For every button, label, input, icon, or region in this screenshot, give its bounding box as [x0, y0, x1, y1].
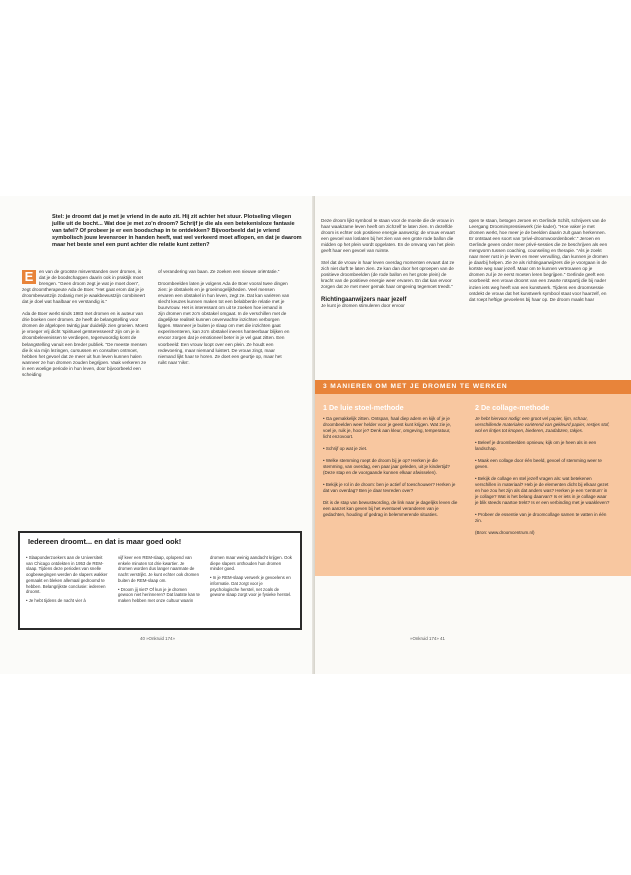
page-number-right: »Onkruid 174» 41 — [410, 636, 445, 641]
article-paragraph: Deze droom lijkt symbool te staan voor de moeite die de vrouw in haar waakzame leven heeft om zichzelf te laten zien. In dezelfde droom is echter ook positieve energie aanwezig: de vrouw ervaart een gevoel van loslaten bij het zien van een grote rode ballon die midden op het plein wordt opgelaten. En de omvang van het plein geeft haar een gevoel van ruimte. — [321, 218, 455, 254]
method-step: • Ga gemakkelijk zitten. Ontspan, haal diep adem en kijk of je je droombeelden weer helder voor je geest kunt krijgen. Wat zie je, voel je, ruik je, hoor je? Denk aan kleur, omgeving, temperatuur, licht enzovoort. — [323, 416, 452, 439]
dropcap-letter: E — [22, 270, 36, 284]
method-1-column — [323, 404, 459, 524]
methods-banner: 3 MANIEREN OM MET JE DROMEN TE WERKEN — [315, 380, 631, 394]
right-column-2 — [469, 218, 609, 309]
info-box-item: dromen maar weinig aandacht krijgen. Ook diepe slapers onthouden hun dromen minder goed. — [210, 555, 292, 572]
info-box-item: • In je REM-slaap verwerk je gevoelens en informatie. Dat zorgt voor je psychologische herstel, net zoals de gewone slaap zorgt voor je fysieke herstel. — [210, 575, 292, 598]
method-2-materials: Je hebt hiervoor nodig: een groot vel papier, lijm, schaar, verschillende materialen variërend van gekleurd papier, restjes stof, wol en lintjes tot knopen, biederen, zaadabzen, takjes. — [475, 416, 610, 433]
page-number-left: 40 »Onkruid 174» — [140, 636, 175, 641]
article-paragraph: Stel dat de vrouw in haar leven overdag momenten ervaart dat ze zich niet durft te laten zien. Ze kan dan door het oproepen van de positieve droombeelden (de rode ballon en het grote plein) de kracht van de positieve energie weer ervaren. En dat kan ervoor zorgen dat ze met meer gemak haar omgeving tegemoet treedt." — [321, 260, 455, 290]
article-paragraph: Droombeelden laten je volgens Ada de Boer vooral twee dingen zien: je obstakels en je groeimogelijkheden. Veel mensen ervaren een obstakel in hun leven, zegt ze. Dat kan variëren van slecht keuzes kunnen maken tot een belabberde relatie met je buurvrouw. Het is interessant om uit te zoeken hoe iemand in zijn dromen met zo'n obstakel omgaat. In de verschillen met de dagelijkse realiteit kunnen onverwachte inzichten verborgen liggen. Wanneer je buiten je slaap om met die inzichten gaat experimenteren, kan zo'n obstakel ineens hanteerbaar blijken en ervoor zorgen dat je emotioneel beter in je vel gaat zitten. Een voorbeeld: Een vrouw loopt over een plein. Ze houdt een redevoering, maar niemand luistert. De vrouw zingt, maar niemand lijkt haar te horen. Ze doet een geurtje op, maar het ruikt naar 'niks'. — [158, 281, 290, 365]
method-step: • Bekijk je rol in de droom: ben je actief of toeschouwer? Herken je dat van overdag? Ben je daar tevreden over? — [323, 482, 456, 493]
method-step: • Bekijk de collage en stel jezelf vragen als: wat betekenen verschillen in materiaal? Heb je de elementen dicht bij elkaar gezet en hoe zou het zijn als dat anders was? Herken je een 'centrum' in je collage? Wat is het belang daarvan? Is er iets in je collage waar je blik steeds naartoe trekt? Is er een verbinding met je waakleven? — [475, 476, 610, 505]
article-paragraph: E en van de grootste misverstanden over dromen, is dat je de boodschappen daarin ook in praktijk moet brengen. "Geen droom zegt je wat je moet doen", zegt droomtherapeute Ada de Boer. "Het gaat erom dat je je droombewustzijn zodanig met je waakbewustzijn combineert dat je doel wat haalbaar en verstandig is." — [22, 269, 146, 305]
method-step: • Welke stemming roept de droom bij je op? Herken je die stemming, van overdag, een paar jaar geleden, uit je kindertijd? (Deze stap en de voorgaande kunnen elkaar afwisselen). — [323, 458, 450, 475]
info-box-column-3 — [210, 555, 292, 601]
info-box-column-1 — [26, 555, 108, 607]
method-step: • Maak een collage door één beeld, gevoel of stemming weer te geven. — [475, 458, 602, 469]
info-box-item: vijf keer een REM-slaap, oplopend van enkele minuten tot drie kwartier. Je dromen worden dus langer naarmate de nacht verstrijkt. Je kunt echter ook dromen buiten de REM-slaap om. — [118, 555, 199, 583]
info-box — [18, 531, 302, 630]
info-box-item: • Slaaponderzoekers aan de Universiteit van Chicago ontdekten in 1953 de REM-slaap. Tijdens deze periodes van snelle oogbewegingen werden de slapers wakker gemaakt en bleken allemaal gedroomd te hebben. Belangrijkste conclusie: iedereen droomt. — [26, 555, 108, 595]
magazine-spread — [0, 196, 631, 674]
method-note: Dit is de stap van bewustwording, de link naar je dagelijks leven die een aanzet kan geven bij het eventueel veranderen van je gedachten, houding of gedrag in belemmerende situaties. — [323, 500, 458, 517]
left-page — [0, 196, 315, 674]
method-2-column — [475, 404, 611, 542]
left-column-1 — [22, 269, 148, 384]
article-paragraph: Je kunt je dromen stimuleren door ervoor — [321, 302, 405, 308]
method-step: • Probeer de essentie van je droomcollage samen te vatten in één zin. — [475, 512, 607, 523]
method-step: • Schrijf op wat je ziet. — [323, 446, 368, 451]
article-paragraph: Ada de Boer werkt sinds 1983 met dromen en is auteur van drie boeken over dromen. Ze heeft de belangstelling voor dromen de afgelopen twintig jaar duidelijk zien groeien. Moest je vroeger vrij dicht 'spiritueel geïnteresseerd' zijn om je in droombelevenissen te verdiepen, tegenwoordig komt de belangstelling vanuit een breder publiek. "De meeste mensen die ik via mijn lezingen, cursussen en consulten ontmoet, hebben het gevoel dat ze meer uit hun leven kunnen halen wanneer ze hun dromen zouden begrijpen. Vaak verkeren ze in een woelige periode in hun leven, door bijvoorbeeld een scheiding — [22, 311, 148, 377]
methods-panel — [315, 394, 631, 576]
right-page — [315, 196, 631, 674]
right-column-1 — [321, 218, 459, 315]
info-box-item: • Droom jij niet? Of kun je je dromen gewoon niet herinneren? Dat laatste kan te maken hebben met onze cultuur waarin — [118, 586, 200, 603]
info-box-title: Iedereen droomt... en dat is maar goed ook! — [28, 537, 182, 546]
info-box-column-2 — [118, 555, 200, 607]
left-column-2 — [158, 269, 290, 372]
intro-paragraph: Stel: je droomt dat je met je vriend in de auto zit. Hij zit achter het stuur. Plotseling vliegen jullie uit de bocht... Wat doe je met zo'n droom? Schrijf je die als een betekenisloze fantasie van tafel? Of probeer je er een boodschap in te ontdekken? Bijvoorbeeld dat je vriend symbolisch jouw levensroer in handen heeft, wat wel verkeerd moet aflopen, en dat je daarom maar het beste snel een punt achter die relatie kunt zetten? — [52, 214, 302, 249]
source-link[interactable]: (Bron: www.droomcentrum.nl) — [475, 530, 535, 535]
section-subheading: Richtingaanwijzers naar jezelf — [321, 296, 407, 303]
method-1-title: 1 De luie stoel-methode — [323, 403, 404, 412]
article-paragraph: open te staan, betogen Jeroen en Gerlinde Schilt, schrijvers van de Leergang Droomimpressiewerk (zie kader). "Hoe vaker je met dromen werkt, hoe meer je de beelden daarin zult gaan herkennen. Er ontstaat een soort van 'privé-droomwoordenboek'." Jeroen en Gerlinde geven onder meer privé-sessies die ze beschrijven als een mengvorm tussen coaching, counseling en therapie. "Als je zoekt naar meer rust in je leven en meer vervulling, dan kunnen je dromen je daarbij helpen. Zie ze als richtingaanwijzers die je voorgaan in de kortste weg naar jezelf. Maar om te kunnen vertrouwen op je dromen zul je ze eerst moeten leren begrijpen." Gerlinde geeft een voorbeeld: een vrouw droomt van een zwarte rotspartij die bij nader inzien iets weg heeft van een kunstwerk. Tijdens een droomsessie ontdekt de vrouw dat het kunstwerk symbool staat voor haarzelf, en dat roept heftige gevoelens bij haar op. De droom maakt haar — [469, 218, 608, 302]
method-2-title: 2 De collage-methode — [475, 403, 550, 412]
article-paragraph: of verandering van baan. Ze zoeken een nieuwe oriëntatie." — [158, 269, 280, 274]
info-box-item: • Je hebt tijdens de nacht vier à — [26, 597, 86, 603]
method-step: • Beleef je droombeelden opnieuw, kijk om je heen als in een landschap. — [475, 440, 597, 451]
